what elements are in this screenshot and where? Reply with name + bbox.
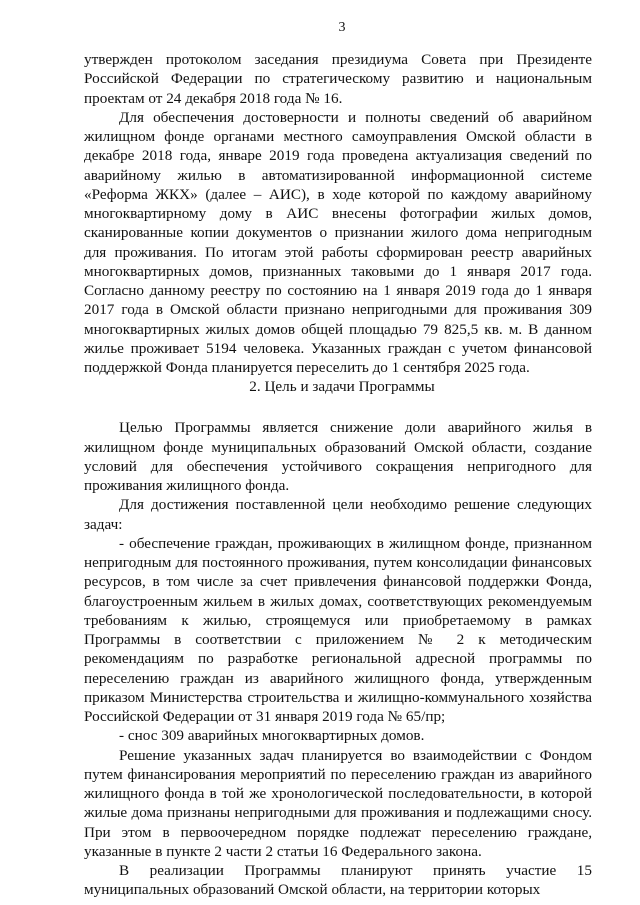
paragraph-participating-municipalities: В реализации Программы планируют принять участие 15 муниципальных образований Омской области, на территории которых xyxy=(84,862,592,899)
list-item-resettlement-task: - обеспечение граждан, проживающих в жилищном фонде, признанном непригодным для постоянного проживания, путем консолидации финансовых ресурсов, в том числе за счет привлечения финансовой поддержки Фонда, благоустроенным жильем в жилых домах, соответствующих рекомендуемым требованиям к жилью, строящемуся или приобретаемому в рамках Программы в соответствии с приложением № 2 к методическим рекомендациям по разработке региональной адресной программы по переселению граждан из аварийного жилищного фонда, утвержденным приказом Министерства строительства и жилищно-коммунального хозяйства Российской Федерации от 31 января 2019 года № 65/пр; xyxy=(84,534,592,725)
document-page xyxy=(84,20,592,900)
paragraph-program-goal: Целью Программы является снижение доли аварийного жилья в жилищном фонде муниципальных образований Омской области, создание условий для обеспечения устойчивого сокращения непригодного для проживания жилищного фонда. xyxy=(84,419,592,494)
paragraph-tasks-intro: Для достижения поставленной цели необходимо решение следующих задач: xyxy=(84,496,592,533)
section-heading-goals: 2. Цель и задачи Программы xyxy=(249,378,435,396)
paragraph-protocol-reference: утвержден протоколом заседания президиума Совета при Президенте Российской Федерации по стратегическому развитию и национальным проектам от 24 декабря 2018 года № 16. xyxy=(84,51,592,107)
paragraph-task-implementation: Решение указанных задач планируется во взаимодействии с Фондом путем финансирования мероприятий по переселению граждан из аварийного жилищного фонда в той же хронологической последовательности, в которой жилые дома признаны непригодными для проживания и подлежащими сносу. При этом в первоочередном порядке подлежат переселению граждане, указанные в пункте 2 части 2 статьи 16 Федерального закона. xyxy=(84,746,592,860)
page-number: 3 xyxy=(338,20,346,35)
paragraph-emergency-housing-data: Для обеспечения достоверности и полноты сведений об аварийном жилищном фонде органами местного самоуправления Омской области в декабре 2018 года, январе 2019 года проведена актуализация сведений по аварийному жилью в автоматизированной информационной системе «Реформа ЖКХ» (далее – АИС), в ходе которой по каждому аварийному многоквартирному дому в АИС внесены фотографии жилых домов, сканированные копии документов о признании жилого дома непригодным для проживания. По итогам этой работы сформирован реестр аварийных многоквартирных домов, признанных таковыми до 1 января 2017 года. Согласно данному реестру по состоянию на 1 января 2019 года до 1 января 2017 года в Омской области признано непригодными для проживания 309 многоквартирных жилых домов общей площадью 79 825,5 кв. м. В данном жилье проживает 5194 человека. Указанных граждан с учетом финансовой поддержкой Фонда планируется переселить до 1 сентября 2025 года. xyxy=(84,108,592,376)
list-item-demolition-task: - снос 309 аварийных многоквартирных домов. xyxy=(119,727,425,745)
